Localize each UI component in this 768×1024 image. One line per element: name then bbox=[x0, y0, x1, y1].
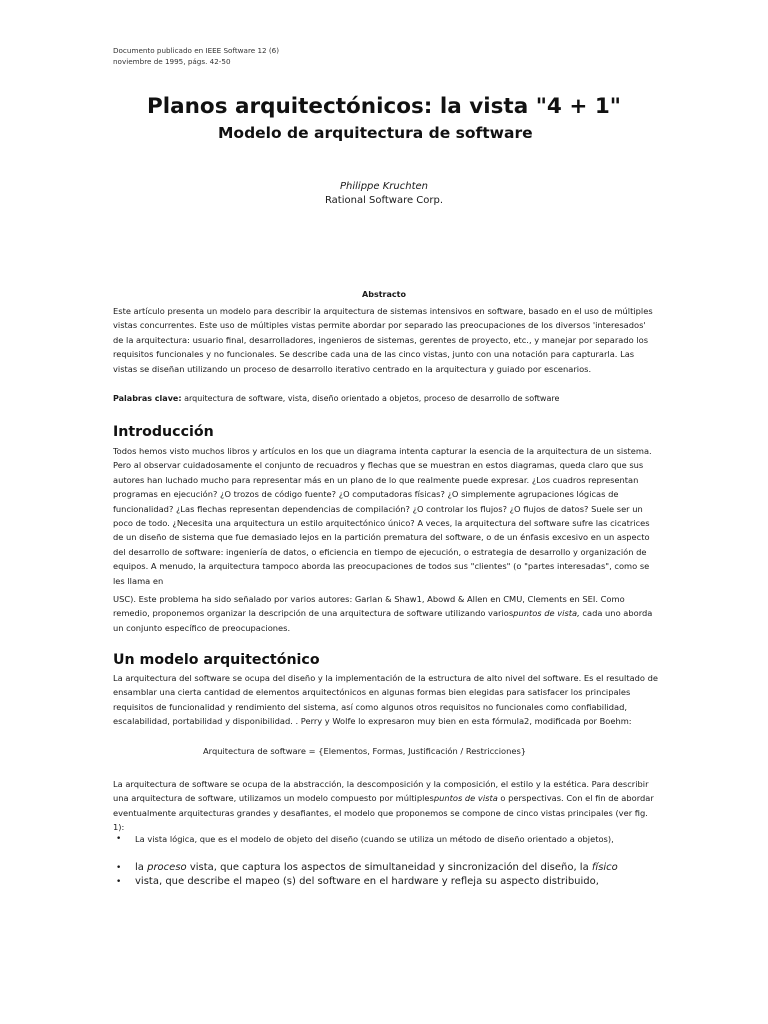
introduction-paragraph-1: Todos hemos visto muchos libros y artículos en los que un diagrama intenta capturar la esencia de la arquitectura de un sistema. Pero al observar cuidadosamente el conjunto de recuadros y flechas que se muestran en estos diagramas, queda claro que sus autores han luchado mucho para representar más en un plano de lo que realmente puede expresar. ¿Los cuadros representan programas en ejecución? ¿O trozos de código fuente? ¿O computadoras físicas? ¿O simplemente agrupaciones lógicas de funcionalidad? ¿Las flechas representan dependencias de compilación? ¿O controlar los flujos? ¿O flujos de datos? Suele ser un poco de todo. ¿Necesita una arquitectura un estilo arquitectónico único? A veces, la arquitectura del software sufre las cicatrices de un diseño de sistema que fue demasiado lejos en la partición prematura del software, o de un énfasis excesivo en un aspecto del desarrollo de software: ingeniería de datos, o eficiencia en tiempo de ejecución, o estrategia de desarrollo y organización de equipos. A menudo, la arquitectura tampoco aborda las preocupaciones de todos sus "clientes" (o "partes interesadas", como se les llama en bbox=[113, 446, 652, 586]
bullet2-emphasis: proceso bbox=[147, 862, 187, 873]
model-p2-tail: o perspectivas. Con el fin de abordar eventualmente arquitecturas grandes y desafiantes, el modelo que proponemos se compone de cinco vistas principales (ver fig. 1): bbox=[113, 793, 654, 833]
bullet2-emphasis-2: físico bbox=[591, 862, 618, 873]
list-item bbox=[116, 832, 614, 846]
model-p2-text: La arquitectura de software se ocupa de la abstracción, la descomposición y la composición, el estilo y la estética. Para describir una arquitectura de software, utilizamos un modelo compuesto por múltiples bbox=[113, 779, 649, 804]
keywords bbox=[113, 392, 658, 405]
introduction-p2-text: USC). Este problema ha sido señalado por varios autores: Garlan & Shaw1, Abowd & Allen en CMU, Clements en SEI. Como remedio, proponemos organizar la descripción de una arquitectura de software utilizando varios bbox=[113, 594, 625, 619]
bullet-icon: • bbox=[116, 834, 122, 844]
bullet2-lead: la bbox=[135, 862, 148, 873]
model-heading: Un modelo arquitectónico bbox=[113, 652, 320, 668]
bullet2-mid: vista, que captura los aspectos de simultaneidad y sincronización del diseño, la bbox=[186, 862, 592, 873]
publication-note bbox=[113, 45, 279, 67]
model-p2-emphasis: puntos de vista bbox=[433, 793, 498, 804]
publication-note-line2: noviembre de 1995, págs. 42-50 bbox=[113, 57, 231, 66]
bullet-icon: • bbox=[116, 863, 122, 873]
keywords-value: arquitectura de software, vista, diseño orientado a objetos, proceso de desarrollo de software bbox=[184, 394, 560, 403]
page-title: Planos arquitectónicos: la vista "4 + 1" bbox=[146, 94, 622, 119]
introduction-p2-tail: cada uno aborda un conjunto específico de preocupaciones. bbox=[113, 608, 653, 633]
page-subtitle: Modelo de arquitectura de software bbox=[218, 124, 533, 142]
list-item-text: vista, que describe el mapeo (s) del software en el hardware y refleja su aspecto distribuido, bbox=[135, 876, 599, 887]
keywords-label: Palabras clave: bbox=[113, 394, 182, 403]
introduction-p2-emphasis: puntos de vista, bbox=[513, 608, 580, 619]
list-item-text: La vista lógica, que es el modelo de objeto del diseño (cuando se utiliza un método de diseño orientado a objetos), bbox=[135, 834, 614, 844]
publication-note-line1: Documento publicado en IEEE Software 12 (6) bbox=[113, 46, 280, 55]
model-paragraph-2 bbox=[113, 777, 658, 835]
author-name: Philippe Kruchten bbox=[340, 181, 428, 192]
abstract-heading: Abstracto bbox=[362, 290, 406, 299]
list-item bbox=[116, 861, 618, 875]
author-affiliation: Rational Software Corp. bbox=[324, 195, 444, 206]
bullet-icon: • bbox=[116, 877, 122, 887]
model-paragraph-1: La arquitectura del software se ocupa del diseño y la implementación de la estructura de alto nivel del software. Es el resultado de ensamblar una cierta cantidad de elementos arquitectónicos en algunas formas bien elegidas para satisfacer los principales requisitos de funcionalidad y rendimiento del sistema, así como algunos otros requisitos no funcionales como confiabilidad, escalabilidad, portabilidad y disponibilidad. . Perry y Wolfe lo expresaron muy bien en esta fórmula2, modificada por Boehm: bbox=[113, 673, 659, 727]
introduction-heading: Introducción bbox=[113, 424, 214, 440]
introduction-paragraph-2 bbox=[113, 592, 658, 635]
list-item-text bbox=[135, 861, 618, 875]
abstract-text: Este artículo presenta un modelo para describir la arquitectura de sistemas intensivos en software, basado en el uso de múltiples vistas concurrentes. Este uso de múltiples vistas permite abordar por separado las preocupaciones de los diversos 'interesados' de la arquitectura: usuario final, desarrolladores, ingenieros de sistemas, gerentes de proyecto, etc., y manejar por separado los requisitos funcionales y no funcionales. Se describe cada una de las cinco vistas, junto con una notación para capturarla. Las vistas se diseñan utilizando un proceso de desarrollo iterativo centrado en la arquitectura y guiado por escenarios. bbox=[113, 306, 653, 374]
architecture-formula: Arquitectura de software = {Elementos, Formas, Justificación / Restricciones} bbox=[203, 746, 527, 756]
list-item bbox=[116, 875, 599, 889]
